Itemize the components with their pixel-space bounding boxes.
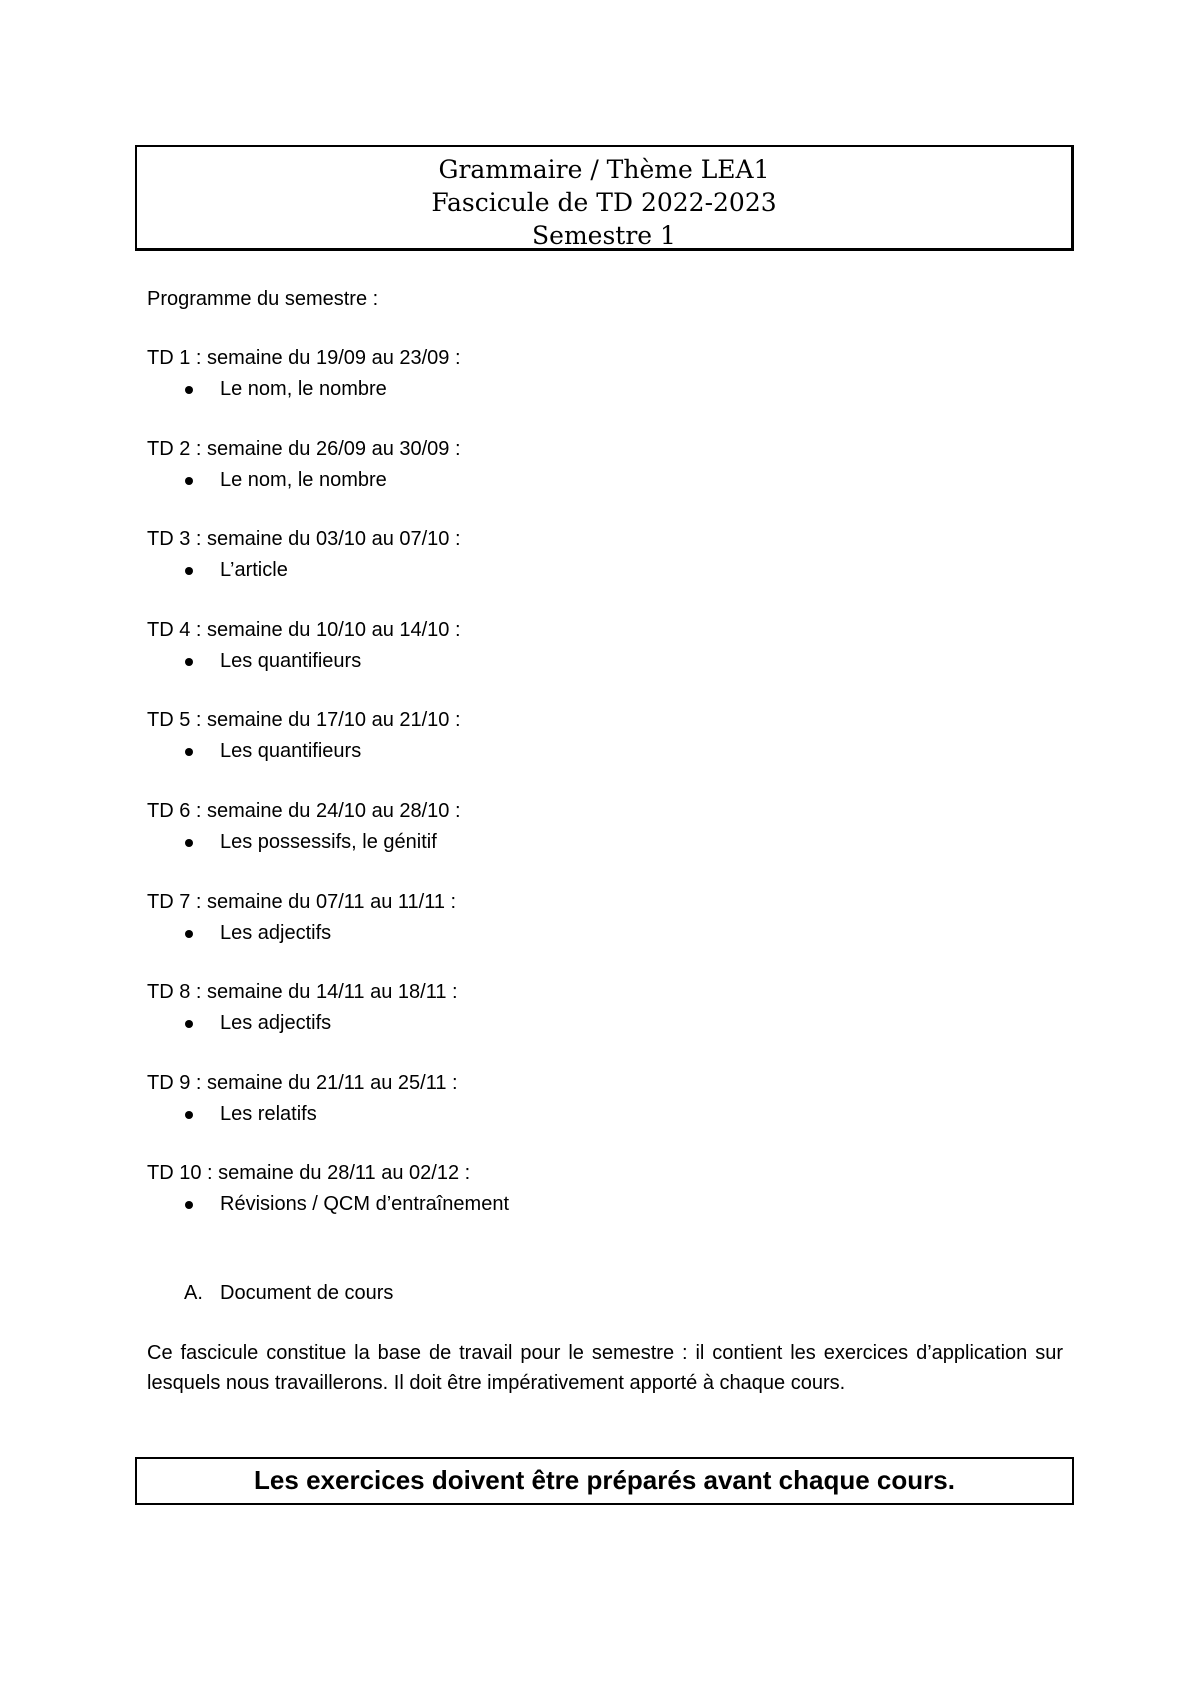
section-title: Document de cours — [220, 1282, 394, 1304]
td-topic — [147, 738, 1067, 764]
bullet-icon — [185, 1020, 193, 1028]
header-title: Grammaire / Thème LEA1 — [438, 155, 770, 184]
td-heading: TD 8 : semaine du 14/11 au 18/11 : — [147, 981, 458, 1004]
schedule-item — [147, 436, 1067, 527]
td-topic — [147, 1010, 1067, 1036]
td-topic-label: Les adjectifs — [220, 1012, 332, 1035]
td-heading: TD 5 : semaine du 17/10 au 21/10 : — [147, 709, 461, 732]
header-subtitle: Fascicule de TD 2022-2023 — [431, 188, 777, 217]
td-topic — [147, 648, 1067, 674]
td-topic-label: Les possessifs, le génitif — [220, 830, 437, 853]
program-title: Programme du semestre : — [147, 288, 379, 310]
schedule-item — [147, 798, 1067, 889]
td-topic — [147, 376, 1067, 402]
bullet-icon — [185, 567, 193, 575]
td-topic — [147, 829, 1067, 855]
td-topic — [147, 920, 1067, 946]
schedule-item — [147, 979, 1067, 1070]
td-heading: TD 6 : semaine du 24/10 au 28/10 : — [147, 799, 461, 822]
header-semester: Semestre 1 — [532, 221, 676, 250]
td-topic-label: Les relatifs — [220, 1102, 317, 1125]
bullet-icon — [185, 930, 193, 938]
td-topic-label: Le nom, le nombre — [220, 468, 387, 491]
td-topic-label: L’article — [220, 559, 288, 582]
bullet-icon — [185, 1201, 193, 1209]
bullet-icon — [185, 658, 193, 666]
schedule-item — [147, 345, 1067, 436]
schedule-item — [147, 617, 1067, 708]
td-topic-label: Révisions / QCM d’entraînement — [220, 1193, 510, 1216]
td-heading: TD 1 : semaine du 19/09 au 23/09 : — [147, 347, 461, 369]
intro-paragraph: Ce fascicule constitue la base de travail pour le semestre : il contient les exercices d’application sur lesquels nous travaillerons. Il doit être impérativement apporté à chaque cours. — [147, 1342, 1063, 1394]
td-heading: TD 3 : semaine du 03/10 au 07/10 : — [147, 528, 461, 551]
schedule-item — [147, 526, 1067, 617]
bullet-icon — [185, 386, 193, 394]
td-topic — [147, 1191, 1067, 1217]
bullet-icon — [185, 839, 193, 847]
td-heading: TD 2 : semaine du 26/09 au 30/09 : — [147, 437, 461, 460]
td-topic — [147, 557, 1067, 583]
td-topic — [147, 1101, 1067, 1127]
section-marker: A. — [184, 1282, 203, 1304]
schedule-item — [147, 1160, 1067, 1251]
notice-text: Les exercices doivent être préparés avant chaque cours. — [254, 1465, 955, 1495]
schedule-list — [147, 345, 1067, 1251]
section-heading — [184, 1280, 393, 1306]
schedule-item — [147, 1070, 1067, 1161]
td-topic — [147, 467, 1067, 493]
td-topic-label: Les quantifieurs — [220, 649, 362, 672]
td-topic-label: Les quantifieurs — [220, 740, 362, 763]
td-topic-label: Les adjectifs — [220, 921, 332, 944]
td-heading: TD 9 : semaine du 21/11 au 25/11 : — [147, 1071, 458, 1094]
td-heading: TD 7 : semaine du 07/11 au 11/11 : — [147, 890, 457, 913]
header-box — [135, 145, 1074, 251]
bullet-icon — [185, 748, 193, 756]
td-topic-label: Le nom, le nombre — [220, 378, 387, 400]
td-heading: TD 10 : semaine du 28/11 au 02/12 : — [147, 1162, 471, 1185]
notice-box — [135, 1457, 1074, 1505]
schedule-item — [147, 889, 1067, 980]
td-heading: TD 4 : semaine du 10/10 au 14/10 : — [147, 618, 461, 641]
bullet-icon — [185, 1111, 193, 1119]
bullet-icon — [185, 477, 193, 485]
schedule-item — [147, 707, 1067, 798]
